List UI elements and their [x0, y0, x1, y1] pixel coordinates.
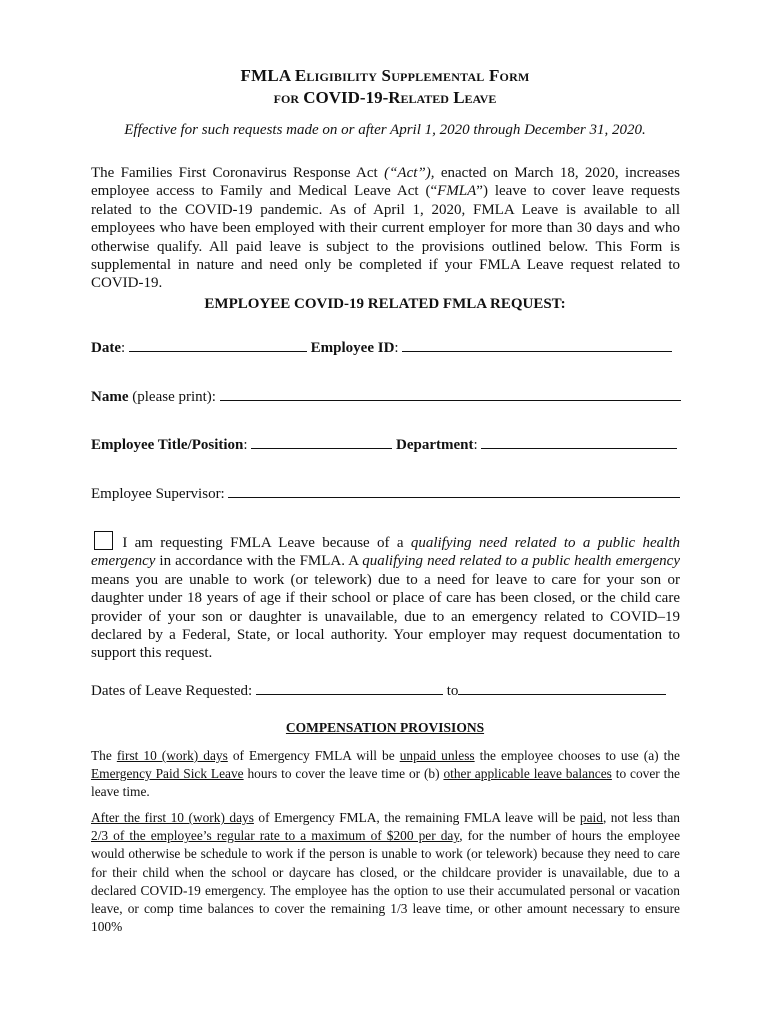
comp1-text-3: the employee chooses to use (a) the [474, 748, 680, 763]
department-field[interactable] [481, 434, 677, 449]
date-label: Date [91, 340, 121, 356]
compensation-paragraph-1 [91, 747, 680, 802]
employee-id-field[interactable] [402, 337, 672, 352]
dates-to-label: to [442, 683, 459, 699]
title-position-label: Employee Title/Position [91, 437, 244, 453]
intro-act-term: (“Act”), [384, 165, 435, 181]
comp2-after-first-days: After the first 10 (work) days [91, 810, 254, 825]
title-colon: : [243, 437, 252, 453]
compensation-heading: COMPENSATION PROVISIONS [285, 720, 485, 735]
date-colon: : [121, 340, 129, 356]
supervisor-label: Employee Supervisor: [91, 486, 229, 502]
intro-fmla-term: FMLA [437, 183, 477, 200]
comp1-paid-sick-leave: Emergency Paid Sick Leave [91, 766, 244, 782]
comp1-first-days: first 10 (work) days [116, 748, 228, 763]
qualifying-need-checkbox[interactable] [94, 531, 113, 550]
qualifying-text-3: means you are unable to work (or telework) due to a need for leave to care for your son or daughter under 18 years of age if their school or place of care has been closed, or the child care provider of your son or daughter is unavailable, due to an emergency related to COVID–19 declared by a Federal, State, or local authority. Your employer may request documentation to support this request. [91, 571, 680, 662]
supervisor-row [91, 483, 683, 503]
intro-text-2: enacted on March 18, 2020, increases employee access to Family and Medical Leave Act (“ [91, 165, 681, 200]
form-title-line2 [0, 88, 770, 108]
intro-paragraph [91, 164, 680, 293]
qualifying-term-1: qualifying need related to a public health emergency [91, 535, 680, 570]
comp1-leave-balances: other applicable leave balances [443, 766, 612, 782]
comp2-rate-cap: 2/3 of the employee’s regular rate to a maximum of $200 per day [91, 828, 460, 844]
form-title-line1 [0, 66, 770, 86]
supervisor-field[interactable] [228, 483, 680, 498]
comp1-text-5: to cover the leave time. [91, 766, 680, 800]
title-position-field[interactable] [251, 434, 392, 449]
leave-to-field[interactable] [458, 680, 666, 695]
comp1-text-1: The [91, 748, 117, 763]
qualifying-text-1: I am requesting FMLA Leave because of a [115, 535, 411, 551]
intro-text-1: The Families First Coronavirus Response Act [91, 165, 385, 181]
date-field[interactable] [129, 337, 307, 352]
comp1-text-2: of Emergency FMLA will be [227, 748, 400, 763]
employee-id-colon: : [394, 340, 403, 356]
qualifying-term-2: qualifying need related to a public health emergency [362, 553, 680, 570]
title-department-row [91, 434, 683, 454]
comp2-paid: paid [579, 810, 603, 825]
intro-text-3: ”) leave to cover leave requests related to the COVID-19 pandemic. As of April 1, 2020, FMLA Leave is available to all employees who have been employed with their current employer for more than 30 days and who otherwise qualify. All paid leave is subject to the provisions outlined below. This Form is supplemental in nature and need only be completed if your FMLA Leave request related to COVID-19. [91, 183, 680, 292]
qualifying-text-2: in accordance with the FMLA. A [155, 553, 363, 570]
comp2-text-3: , for the number of hours the employee would otherwise be schedule to work if the person is unable to work (or telework) because they need to care for their child when the school or daycare has closed, or the childcare provider is unavailable, due to a declared COVID-19 emergency. The employee has the option to use their accumulated personal or vacation leave, or comp time balances to cover the remaining 1/3 leave time, or other amount necessary to ensure 100% [91, 828, 681, 935]
comp1-text-4: hours to cover the leave time or (b) [243, 766, 444, 782]
form-title-text-2: for COVID-19-Related Leave [273, 88, 497, 107]
request-heading: EMPLOYEE COVID-19 RELATED FMLA REQUEST: [204, 296, 566, 312]
name-field[interactable] [220, 386, 681, 401]
leave-from-field[interactable] [256, 680, 443, 695]
qualifying-need-paragraph [91, 531, 680, 663]
name-row [91, 386, 683, 406]
comp2-text-2: , not less than [602, 810, 680, 825]
effective-dates-note: Effective for such requests made on or after April 1, 2020 through December 31, 2020. [124, 122, 646, 138]
comp2-text-1: of Emergency FMLA, the remaining FMLA leave will be [253, 810, 580, 825]
name-label: Name [91, 389, 129, 405]
comp1-unpaid-unless: unpaid unless [399, 748, 475, 763]
employee-id-label: Employee ID [310, 340, 395, 356]
date-employee-id-row [91, 337, 683, 357]
name-hint: (please print): [128, 389, 220, 405]
form-title-text-1: FMLA Eligibility Supplemental Form [240, 66, 530, 85]
compensation-paragraph-2 [91, 809, 680, 936]
department-colon: : [473, 437, 482, 453]
dates-label: Dates of Leave Requested: [91, 683, 256, 699]
department-label: Department [396, 437, 474, 453]
dates-of-leave-row [91, 680, 683, 700]
